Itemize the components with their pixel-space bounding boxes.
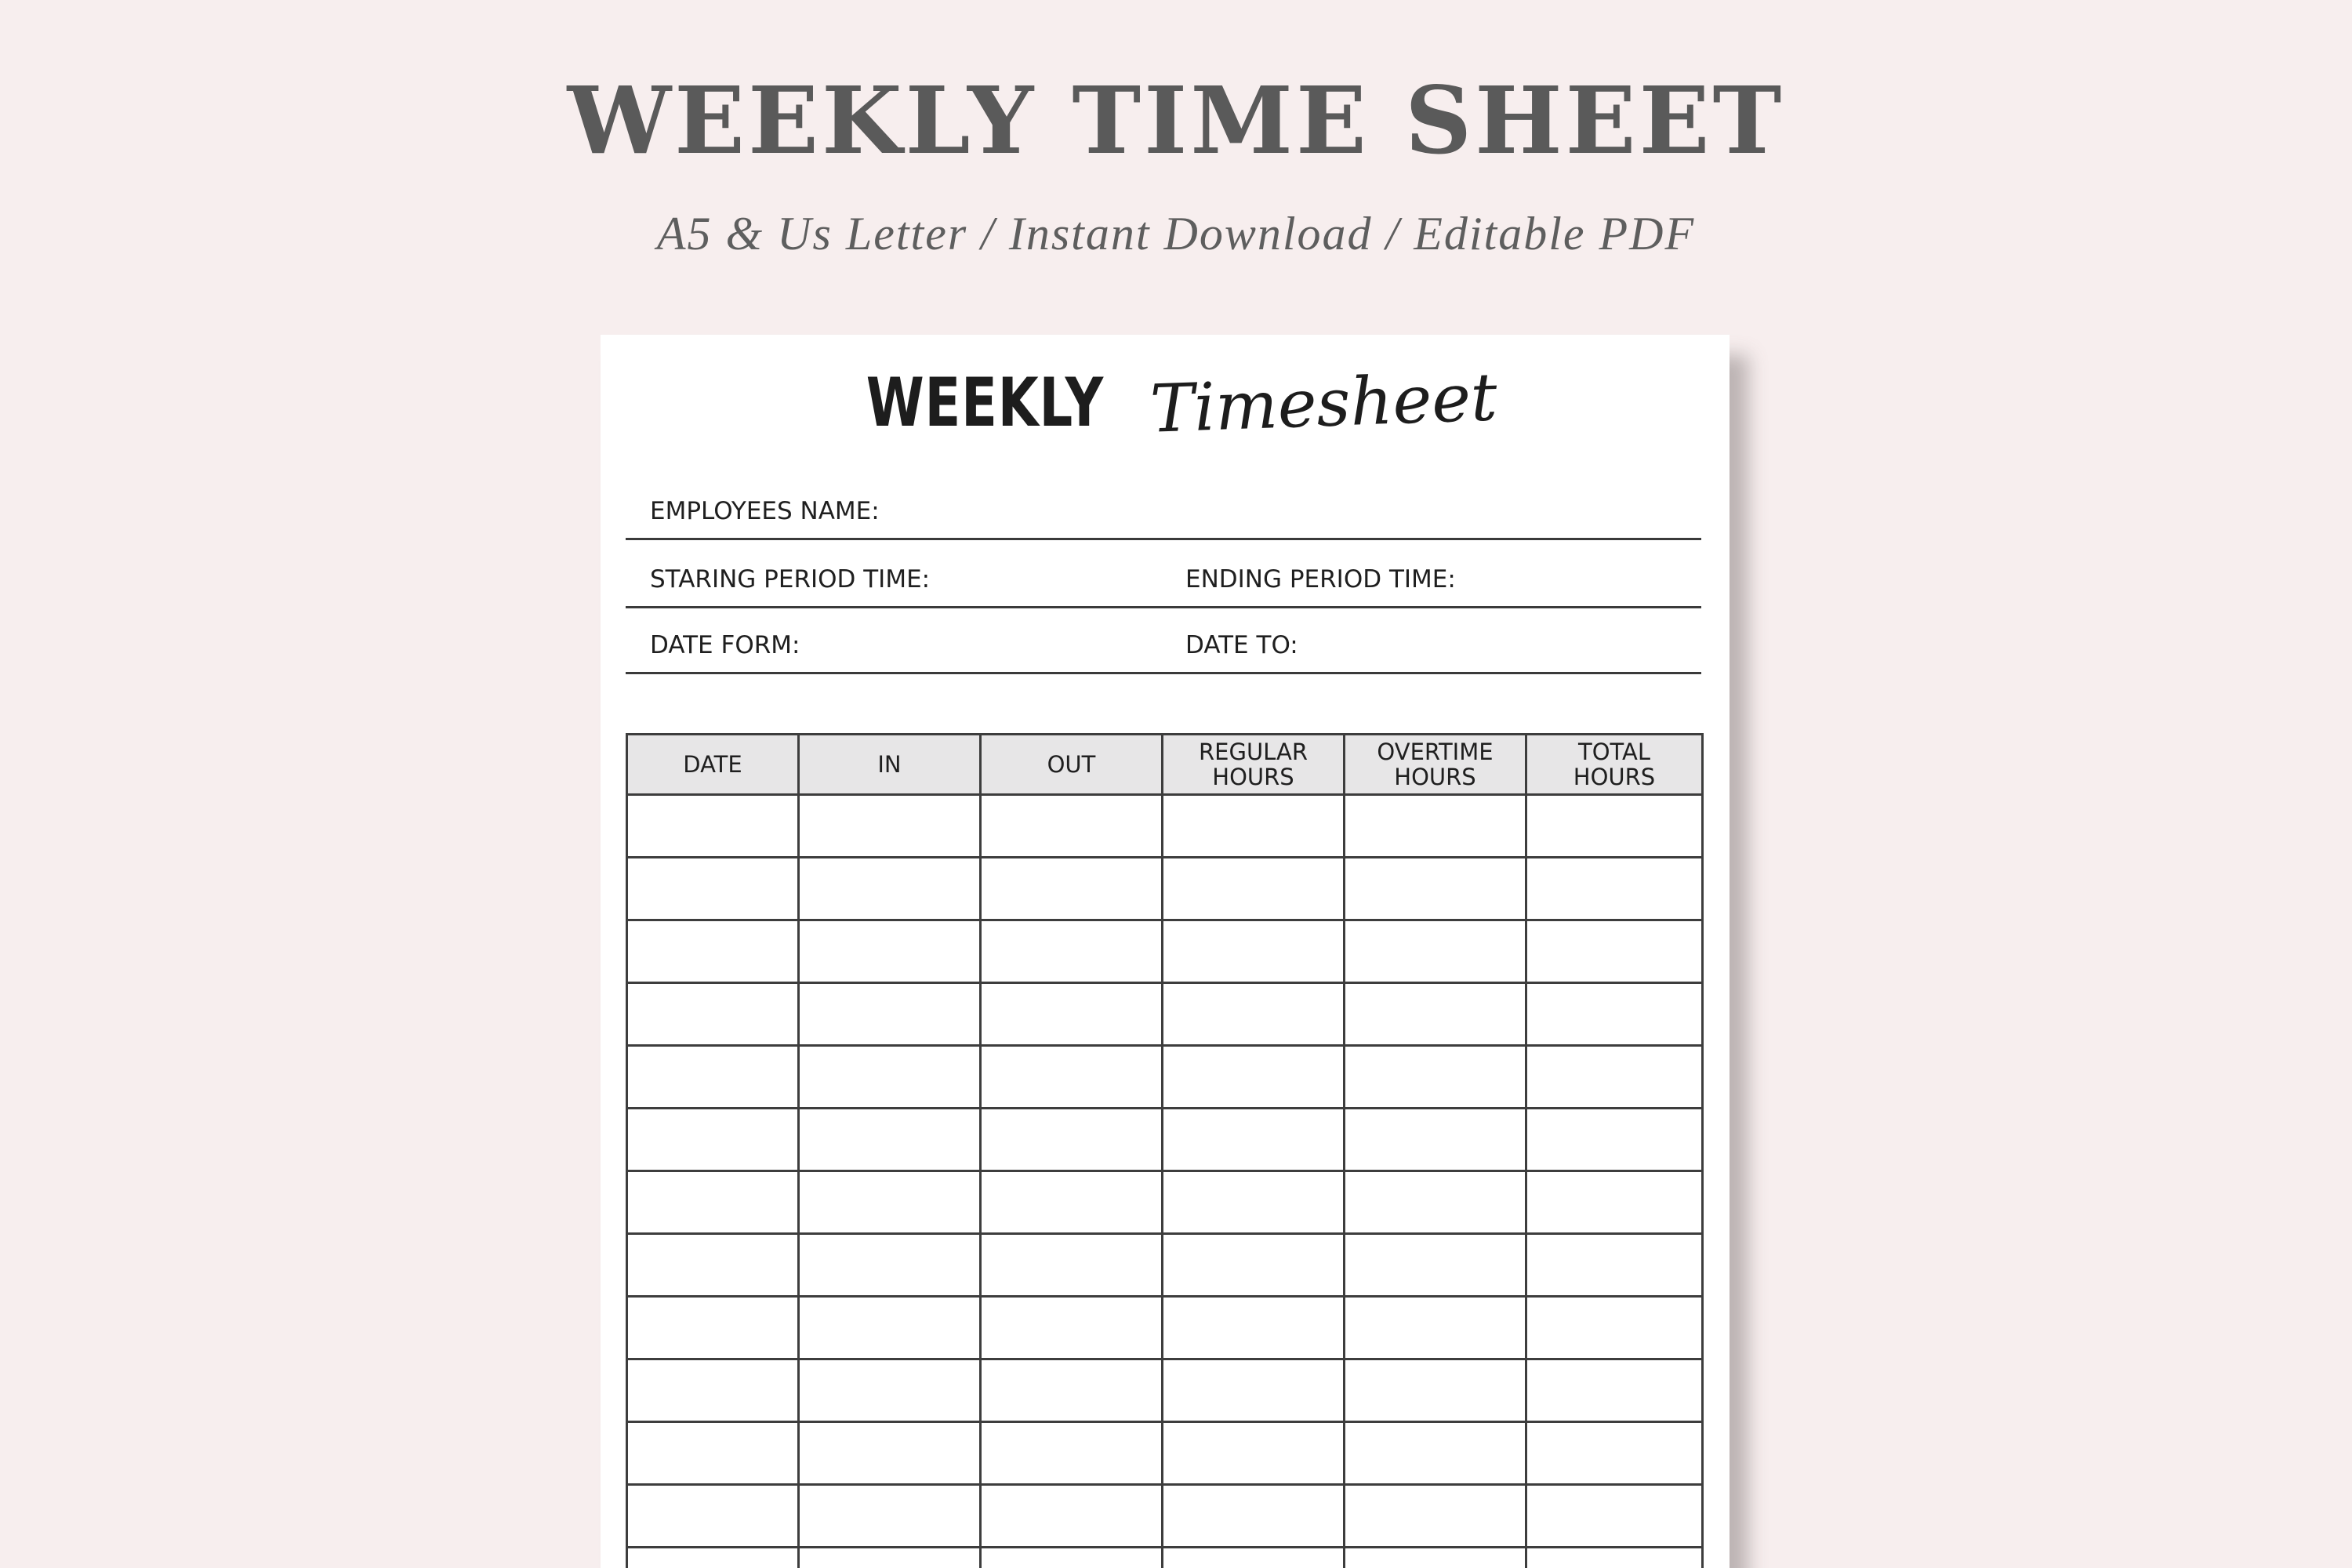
date-range-row[interactable] [626,606,1701,674]
cell-in[interactable] [799,795,981,858]
cell-total-hours[interactable] [1526,1109,1703,1171]
cell-date[interactable] [627,1109,799,1171]
table-row [627,1109,1703,1171]
cell-date[interactable] [627,795,799,858]
cell-date[interactable] [627,1485,799,1548]
cell-in[interactable] [799,920,981,983]
cell-overtime-hours[interactable] [1345,1422,1526,1485]
cell-regular-hours[interactable] [1163,983,1345,1046]
cell-total-hours[interactable] [1526,1485,1703,1548]
timesheet-table [626,733,1704,1568]
cell-date[interactable] [627,1297,799,1359]
cell-regular-hours[interactable] [1163,1171,1345,1234]
cell-total-hours[interactable] [1526,1297,1703,1359]
banner-subtitle: A5 & Us Letter / Instant Download / Editable PDF [656,208,1696,260]
cell-overtime-hours[interactable] [1345,858,1526,920]
cell-in[interactable] [799,1046,981,1109]
cell-date[interactable] [627,1422,799,1485]
table-row [627,1297,1703,1359]
cell-total-hours[interactable] [1526,1359,1703,1422]
cell-out[interactable] [981,1297,1163,1359]
cell-regular-hours[interactable] [1163,1046,1345,1109]
cell-overtime-hours[interactable] [1345,920,1526,983]
cell-in[interactable] [799,1234,981,1297]
cell-date[interactable] [627,1359,799,1422]
header-regular-hours: REGULAR HOURS [1163,735,1345,795]
cell-total-hours[interactable] [1526,1234,1703,1297]
cell-overtime-hours[interactable] [1345,1297,1526,1359]
cell-out[interactable] [981,1046,1163,1109]
period-time-row[interactable] [626,540,1701,608]
header-overtime-hours: OVERTIME HOURS [1345,735,1526,795]
table-row [627,1548,1703,1568]
banner-title: WEEKLY TIME SHEET [567,66,1785,175]
employee-name-label: EMPLOYEES NAME: [650,497,880,525]
table-row [627,1046,1703,1109]
cell-out[interactable] [981,920,1163,983]
cell-out[interactable] [981,795,1163,858]
cell-regular-hours[interactable] [1163,920,1345,983]
cell-in[interactable] [799,1485,981,1548]
sheet-title-bold: WEEKLY [866,364,1105,442]
cell-overtime-hours[interactable] [1345,983,1526,1046]
table-row [627,920,1703,983]
cell-out[interactable] [981,1171,1163,1234]
cell-regular-hours[interactable] [1163,1422,1345,1485]
sheet-title [601,358,1730,448]
cell-regular-hours[interactable] [1163,1297,1345,1359]
cell-total-hours[interactable] [1526,1171,1703,1234]
cell-total-hours[interactable] [1526,920,1703,983]
table-row [627,1485,1703,1548]
cell-regular-hours[interactable] [1163,795,1345,858]
cell-overtime-hours[interactable] [1345,1234,1526,1297]
ending-period-label: ENDING PERIOD TIME: [1185,565,1456,593]
cell-out[interactable] [981,1485,1163,1548]
cell-regular-hours[interactable] [1163,1548,1345,1568]
cell-in[interactable] [799,1548,981,1568]
table-row [627,1171,1703,1234]
cell-date[interactable] [627,920,799,983]
cell-total-hours[interactable] [1526,1046,1703,1109]
timesheet-page [601,335,1730,1568]
cell-in[interactable] [799,858,981,920]
cell-date[interactable] [627,1548,799,1568]
cell-overtime-hours[interactable] [1345,795,1526,858]
table-header-row [627,735,1703,795]
cell-total-hours[interactable] [1526,1548,1703,1568]
cell-date[interactable] [627,1234,799,1297]
cell-overtime-hours[interactable] [1345,1109,1526,1171]
header-in: IN [799,735,981,795]
header-out: OUT [981,735,1163,795]
header-total-hours: TOTAL HOURS [1526,735,1703,795]
cell-out[interactable] [981,1359,1163,1422]
cell-total-hours[interactable] [1526,983,1703,1046]
employee-name-row[interactable] [626,472,1701,540]
cell-regular-hours[interactable] [1163,1359,1345,1422]
sheet-title-script: Timesheet [1149,358,1499,448]
cell-date[interactable] [627,1046,799,1109]
cell-regular-hours[interactable] [1163,1109,1345,1171]
table-row [627,1234,1703,1297]
cell-in[interactable] [799,1297,981,1359]
table-row [627,795,1703,858]
cell-overtime-hours[interactable] [1345,1548,1526,1568]
cell-in[interactable] [799,1109,981,1171]
table-row [627,858,1703,920]
table-row [627,1422,1703,1485]
cell-date[interactable] [627,858,799,920]
cell-date[interactable] [627,1171,799,1234]
cell-total-hours[interactable] [1526,795,1703,858]
cell-regular-hours[interactable] [1163,1485,1345,1548]
table-row [627,983,1703,1046]
cell-date[interactable] [627,983,799,1046]
cell-out[interactable] [981,1422,1163,1485]
date-from-label: DATE FORM: [650,631,800,659]
cell-out[interactable] [981,1548,1163,1568]
cell-in[interactable] [799,1171,981,1234]
cell-overtime-hours[interactable] [1345,1171,1526,1234]
cell-overtime-hours[interactable] [1345,1359,1526,1422]
cell-out[interactable] [981,1234,1163,1297]
table-body [627,795,1703,1568]
cell-regular-hours[interactable] [1163,858,1345,920]
cell-in[interactable] [799,1422,981,1485]
cell-total-hours[interactable] [1526,858,1703,920]
table-row [627,1359,1703,1422]
cell-regular-hours[interactable] [1163,1234,1345,1297]
cell-out[interactable] [981,1109,1163,1171]
cell-overtime-hours[interactable] [1345,1046,1526,1109]
header-date: DATE [627,735,799,795]
starting-period-label: STARING PERIOD TIME: [650,565,931,593]
cell-total-hours[interactable] [1526,1422,1703,1485]
cell-in[interactable] [799,983,981,1046]
cell-in[interactable] [799,1359,981,1422]
cell-out[interactable] [981,983,1163,1046]
cell-out[interactable] [981,858,1163,920]
date-to-label: DATE TO: [1185,631,1298,659]
cell-overtime-hours[interactable] [1345,1485,1526,1548]
